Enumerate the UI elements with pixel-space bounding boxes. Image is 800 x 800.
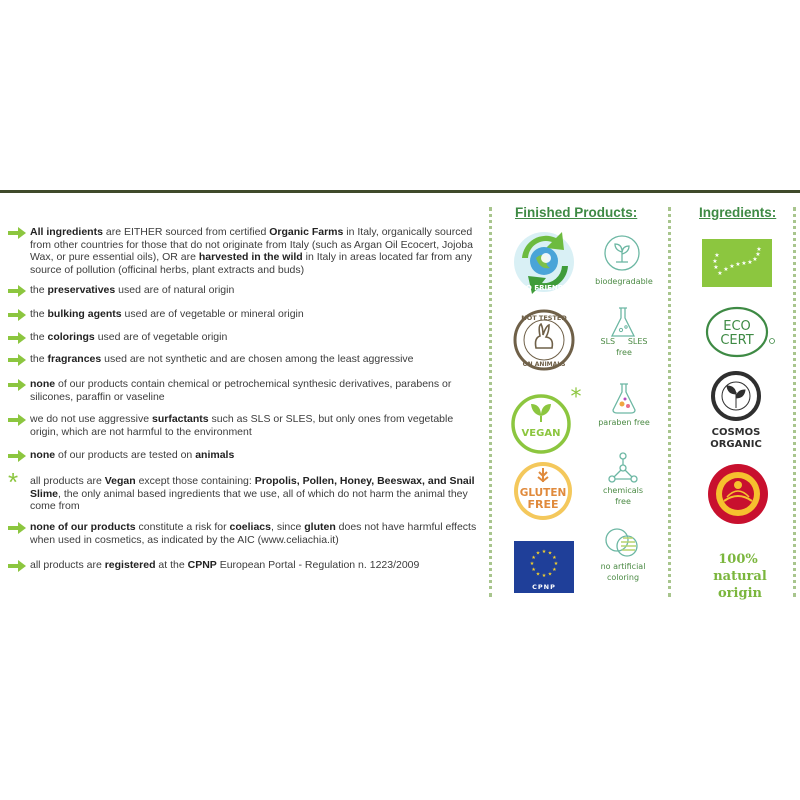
chemicals-free-icon — [605, 451, 641, 485]
list-item — [8, 521, 478, 546]
organic-label: ORGANIC — [710, 439, 762, 450]
gluten-free-label: FREE — [527, 498, 559, 511]
svg-text:★: ★ — [752, 256, 758, 263]
column-divider — [668, 207, 671, 597]
ingredients-heading: Ingredients: — [699, 205, 777, 220]
sls-label — [594, 337, 654, 347]
list-item — [8, 226, 478, 276]
cosmos-label: COSMOS — [711, 427, 761, 438]
svg-text:★: ★ — [541, 573, 547, 579]
gluten-label: GLUTEN — [519, 487, 567, 499]
cpnp-label: CPNP — [532, 583, 556, 591]
sles-text: SLES — [627, 337, 648, 346]
svg-text:★: ★ — [535, 571, 541, 578]
vegan-asterisk-icon: * — [570, 386, 582, 410]
paraben-free-icon — [605, 382, 643, 416]
svg-text:★: ★ — [712, 258, 718, 265]
svg-text:★: ★ — [717, 270, 723, 277]
sls-sles-free-icon — [604, 306, 642, 340]
arrow-right-icon — [8, 227, 26, 239]
arrow-right-icon — [8, 309, 26, 321]
not-tested-bottom-label: ON ANIMALS — [522, 361, 566, 368]
coloring-label: coloring — [606, 573, 640, 582]
arrow-right-icon — [8, 332, 26, 344]
svg-text:★: ★ — [723, 266, 729, 273]
list-item-text: none of our products are tested on animals — [30, 449, 235, 461]
list-item-text: none of our products constitute a risk for coeliacs, since gluten does not have harmful effects when used in cosmetics, as indicated by the AIC (www.celiachia.it) — [30, 521, 477, 546]
no-artificial-coloring-icon — [603, 526, 641, 560]
sls-text: SLS — [600, 337, 616, 346]
vegan-icon — [510, 386, 588, 456]
svg-text:★: ★ — [552, 567, 557, 573]
column-divider — [793, 207, 796, 597]
cert-label: CERT — [720, 333, 754, 348]
svg-text:★: ★ — [535, 550, 541, 557]
list-item-text: the colorings used are of vegetable origin — [30, 331, 228, 343]
eco-friendly-label: ECO FRIENDLY — [516, 284, 572, 292]
list-item-text: all products are registered at the CPNP European Portal - Regulation n. 1223/2009 — [30, 559, 420, 571]
cosmos-organic-icon — [708, 370, 764, 452]
svg-text:★: ★ — [714, 252, 720, 259]
svg-text:★: ★ — [529, 561, 535, 567]
list-item — [8, 467, 478, 513]
biodegradable-icon — [603, 234, 641, 272]
svg-text:★: ★ — [547, 550, 553, 557]
eu-organic-leaf-icon — [702, 239, 772, 287]
arrow-right-icon — [8, 560, 26, 572]
arrow-right-icon — [8, 414, 26, 426]
ecocert-icon — [703, 305, 775, 359]
sls-free-label: free — [616, 348, 632, 357]
svg-text:★: ★ — [741, 260, 747, 267]
top-rule — [0, 190, 800, 193]
arrow-right-icon — [8, 522, 26, 534]
svg-text:★: ★ — [755, 251, 761, 258]
gluten-free-icon — [512, 460, 574, 522]
list-item — [8, 559, 478, 572]
list-item-text: none of our products contain chemical or petrochemical synthesic derivatives, parabens or silicones, paraffin or vaseline — [30, 378, 452, 403]
chemicals-free-label: free — [615, 497, 631, 506]
not-tested-on-animals-icon — [512, 308, 576, 372]
list-item — [8, 413, 478, 438]
list-item — [8, 449, 478, 462]
dop-seal-icon — [707, 463, 769, 525]
arrow-right-icon — [8, 285, 26, 297]
svg-text:★: ★ — [729, 263, 735, 270]
chemicals-label: chemicals — [602, 486, 644, 495]
eco-label: ECO — [723, 319, 751, 334]
svg-text:★: ★ — [735, 261, 741, 268]
vegan-label: VEGAN — [521, 428, 561, 439]
no-artificial-label: no artificial — [600, 562, 646, 571]
eco-friendly-icon — [510, 228, 578, 296]
column-divider — [489, 207, 492, 597]
svg-text:★: ★ — [756, 246, 762, 253]
svg-text:★: ★ — [552, 555, 557, 561]
svg-text:★: ★ — [747, 259, 753, 266]
cpnp-eu-flag-icon — [514, 541, 574, 593]
list-item-text: we do not use aggressive surfactants such as SLS or SLES, but only ones from vegetable origin, which are not harmful to the environment — [30, 413, 454, 438]
arrow-right-icon — [8, 450, 26, 462]
list-item — [8, 331, 478, 344]
svg-text:★: ★ — [713, 264, 719, 271]
list-item — [8, 378, 478, 403]
list-item-text: All ingredients are EITHER sourced from certified Organic Farms in Italy, organically sourced from other countries for those that do not originate from Italy (such as Argan Oil Ecocert, Jojoba Wax, or pure essential oils), OR are harvested in the wild in Italy in areas located far from any source of pollution (officinal herbs, plant extracts and buds) — [30, 226, 473, 276]
paraben-free-label: paraben free — [598, 418, 650, 427]
svg-text:★: ★ — [541, 549, 547, 555]
biodegradable-label: biodegradable — [595, 277, 653, 286]
finished-products-heading: Finished Products: — [515, 205, 638, 220]
list-item-text: all products are Vegan except those containing: Propolis, Pollen, Honey, Beeswax, and Snail Slime, the only animal based ingredients that we use, all of which do not harm the animal they come from — [30, 475, 475, 513]
svg-text:★: ★ — [531, 555, 536, 561]
arrow-right-icon — [8, 354, 26, 366]
list-item — [8, 284, 478, 297]
list-item-text: the bulking agents used are of vegetable or mineral origin — [30, 308, 304, 320]
list-item-text: the preservatives used are of natural origin — [30, 284, 235, 296]
list-item — [8, 308, 478, 321]
svg-text:★: ★ — [547, 571, 553, 578]
list-item-text: the fragrances used are not synthetic and are chosen among the least aggressive — [30, 353, 414, 365]
svg-text:★: ★ — [531, 567, 536, 573]
svg-text:★: ★ — [553, 561, 559, 567]
not-tested-top-label: NOT TESTED — [521, 314, 567, 322]
arrow-right-icon — [8, 379, 26, 391]
natural-origin-percent: 100% — [718, 552, 758, 567]
list-item — [8, 353, 478, 366]
natural-origin-label: natural origin — [713, 569, 767, 601]
asterisk-icon: * — [8, 467, 19, 497]
